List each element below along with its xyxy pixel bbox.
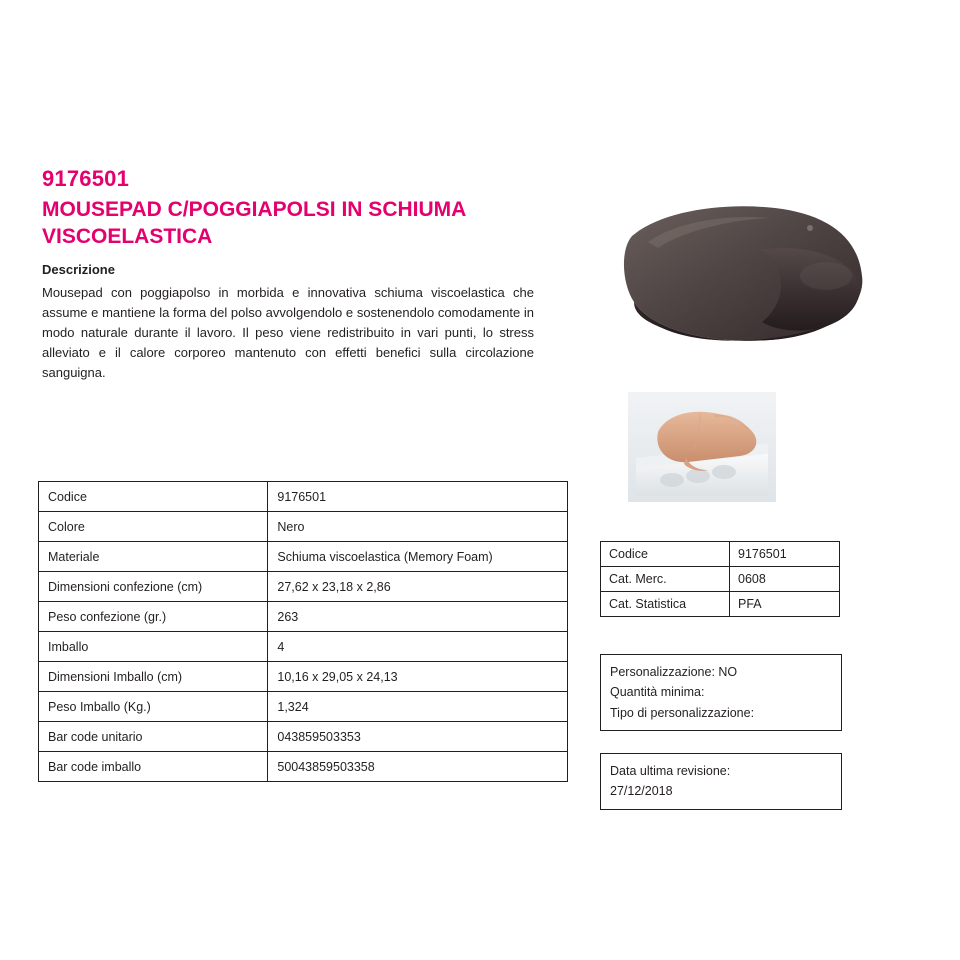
- table-row: [39, 572, 568, 602]
- spec-label: Bar code unitario: [39, 722, 268, 752]
- category-label: Codice: [601, 542, 730, 567]
- spec-value: 043859503353: [268, 722, 568, 752]
- detail-photo: [628, 392, 776, 502]
- spec-label: Imballo: [39, 632, 268, 662]
- revision-date-value: 27/12/2018: [610, 784, 673, 799]
- product-code: 9176501: [42, 166, 130, 191]
- table-row: [39, 752, 568, 782]
- specifications-table: [38, 481, 568, 782]
- revision-date-label: Data ultima revisione:: [610, 764, 731, 778]
- spec-label: Materiale: [39, 542, 268, 572]
- category-value: 9176501: [730, 542, 840, 567]
- revision-box: [600, 753, 842, 810]
- category-value: PFA: [730, 592, 840, 617]
- table-row: [39, 542, 568, 572]
- table-row: [39, 512, 568, 542]
- spec-label: Bar code imballo: [39, 752, 268, 782]
- spec-value: 50043859503358: [268, 752, 568, 782]
- table-row: [39, 632, 568, 662]
- table-row: [601, 592, 840, 617]
- personalization-status: Personalizzazione: NO: [610, 665, 738, 679]
- spec-value: 10,16 x 29,05 x 24,13: [268, 662, 568, 692]
- table-row: [39, 602, 568, 632]
- table-row: [601, 542, 840, 567]
- spec-value: 4: [268, 632, 568, 662]
- spec-label: Peso Imballo (Kg.): [39, 692, 268, 722]
- spec-label: Colore: [39, 512, 268, 542]
- table-row: [39, 482, 568, 512]
- minimum-quantity-label: Quantità minima:: [610, 685, 705, 700]
- spec-value: 27,62 x 23,18 x 2,86: [268, 572, 568, 602]
- personalization-type-label: Tipo di personalizzazione:: [610, 705, 755, 720]
- product-title: MOUSEPAD C/POGGIAPOLSI IN SCHIUMA VISCOELASTICA: [42, 197, 466, 248]
- table-row: [39, 692, 568, 722]
- description-label: Descrizione: [42, 261, 115, 277]
- table-row: [39, 662, 568, 692]
- table-row: [601, 567, 840, 592]
- category-value: 0608: [730, 567, 840, 592]
- product-photo: [610, 190, 910, 365]
- table-row: [39, 722, 568, 752]
- spec-value: Schiuma viscoelastica (Memory Foam): [268, 542, 568, 572]
- spec-label: Dimensioni Imballo (cm): [39, 662, 268, 692]
- personalization-box: [600, 654, 842, 731]
- description-text: Mousepad con poggiapolso in morbida e innovativa schiuma viscoelastica che assume e mantiene la forma del polso avvolgendolo e sostenendolo comodamente in modo naturale durante il lavoro. Il peso viene redistribuito in vari punti, lo stress alleviato e il calore corporeo mantenuto con effetti benefici sulla circolazione sanguigna.: [42, 284, 534, 381]
- category-label: Cat. Statistica: [601, 592, 730, 617]
- spec-value: Nero: [268, 512, 568, 542]
- product-header: [42, 166, 572, 383]
- spec-value: 9176501: [268, 482, 568, 512]
- spec-value: 1,324: [268, 692, 568, 722]
- category-table: [600, 541, 840, 617]
- spec-label: Dimensioni confezione (cm): [39, 572, 268, 602]
- spec-label: Codice: [39, 482, 268, 512]
- spec-label: Peso confezione (gr.): [39, 602, 268, 632]
- category-label: Cat. Merc.: [601, 567, 730, 592]
- spec-value: 263: [268, 602, 568, 632]
